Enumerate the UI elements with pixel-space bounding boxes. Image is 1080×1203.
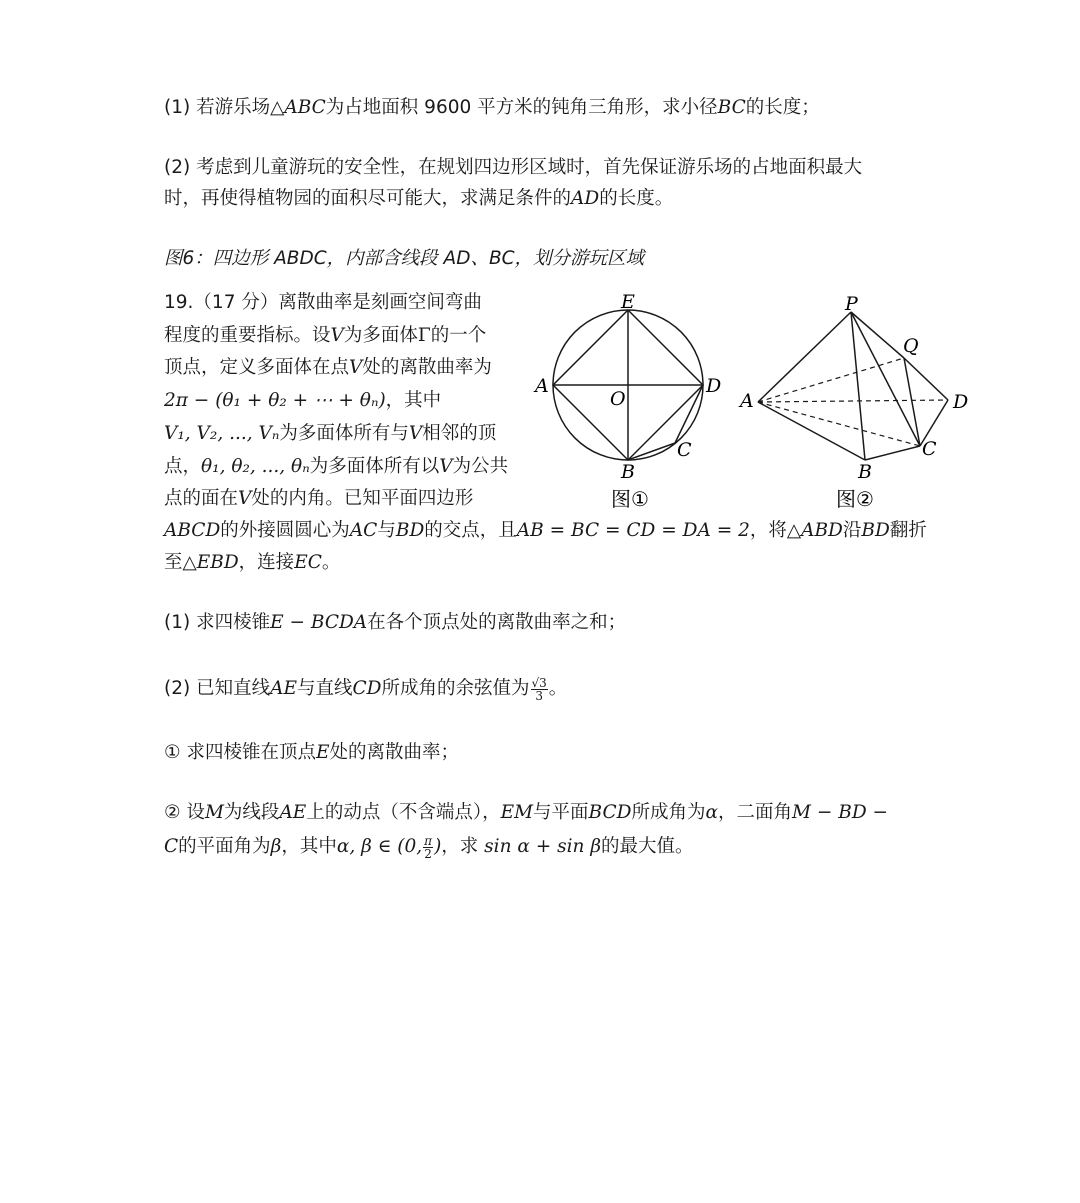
label-A: A [535, 375, 549, 397]
question-score: （17 分） [193, 292, 279, 313]
figure-6-caption: 图6：四边形 ABDC，内部含线段 AD、BC，划分游玩区域 [164, 248, 645, 269]
q19-part1: (1) 求四棱锥E − BCDA在各个顶点处的离散曲率之和； [164, 612, 627, 633]
part-number: (1) [164, 97, 191, 118]
part-number: (1) [164, 612, 191, 633]
label-A: A [740, 390, 754, 412]
q19-sub2-line2: C的平面角为β，其中α, β ∈ (0, $\frac{\pi}{2}$ )，求 sin α + sin β的最大值。 [164, 833, 694, 861]
label-O: O [610, 388, 626, 410]
q18-part2-line2: 时，再使得植物园的面积尽可能大，求满足条件的AD的长度。 [164, 188, 674, 209]
question-number: 19. [164, 292, 194, 313]
q19-curvature-formula: 2π − (θ₁ + θ₂ + ⋯ + θₙ)，其中 [164, 390, 442, 411]
edge-PQ [851, 312, 904, 358]
figure-2-diagram [738, 290, 978, 520]
hidden-edge-AD [758, 400, 948, 402]
q19-intro-line3: 顶点，定义多面体在点V处的离散曲率为 [164, 357, 492, 378]
q18-part1: (1) 若游乐场△ABC为占地面积 9600 平方米的钝角三角形，求小径BC的长度； [164, 97, 820, 118]
figure-1-diagram [525, 288, 740, 520]
q19-sub1: ① 求四棱锥在顶点E处的离散曲率； [164, 742, 459, 763]
label-E: E [621, 291, 635, 313]
q19-intro-line7: 点的面在V处的内角。已知平面四边形 [164, 488, 474, 509]
label-P: P [845, 293, 858, 315]
label-C: C [922, 438, 937, 460]
figure-1-caption: 图① [611, 487, 649, 511]
q19-sub2-line1: ② 设M为线段AE上的动点（不含端点），EM与平面BCD所成角为α，二面角M − BD − [164, 802, 889, 823]
q19-intro-line1: 19.（17 分）离散曲率是刻画空间弯曲 [164, 292, 482, 313]
q19-part2: (2) 已知直线AE与直线CD所成角的余弦值为 $\frac{√3}{3}$ 。 [164, 675, 568, 703]
q19-intro-line2: 程度的重要指标。设V为多面体Γ的一个 [164, 325, 487, 346]
edge-AB [758, 402, 865, 460]
fraction-sqrt3-over-3: $\frac{√3}{3}$ [531, 675, 547, 703]
part-number: (2) [164, 678, 191, 699]
label-C: C [677, 439, 692, 461]
q19-intro-line8: ABCD的外接圆圆心为AC与BD的交点，且AB = BC = CD = DA = 2，将△ABD沿BD翻折 [164, 520, 927, 541]
label-B: B [621, 461, 635, 483]
q19-intro-line6: 点，θ₁, θ₂, ..., θₙ为多面体所有以V为公共 [164, 456, 509, 477]
q19-intro-line9: 至△EBD，连接EC。 [164, 552, 341, 573]
q18-part2-line1: (2) 考虑到儿童游玩的安全性，在规划四边形区域时，首先保证游乐场的占地面积最大 [164, 157, 863, 178]
label-D: D [706, 375, 722, 397]
q19-intro-line5: V₁, V₂, ..., Vₙ为多面体所有与V相邻的顶 [164, 423, 497, 444]
label-B: B [858, 461, 872, 483]
figure-2-caption: 图② [836, 487, 874, 511]
label-Q: Q [903, 335, 919, 357]
fraction-pi-over-2: $\frac{\pi}{2}$ [424, 833, 433, 861]
label-D: D [953, 391, 969, 413]
edge-BC [865, 446, 920, 460]
hidden-edge-AC [758, 402, 920, 446]
part-number: (2) [164, 157, 191, 178]
